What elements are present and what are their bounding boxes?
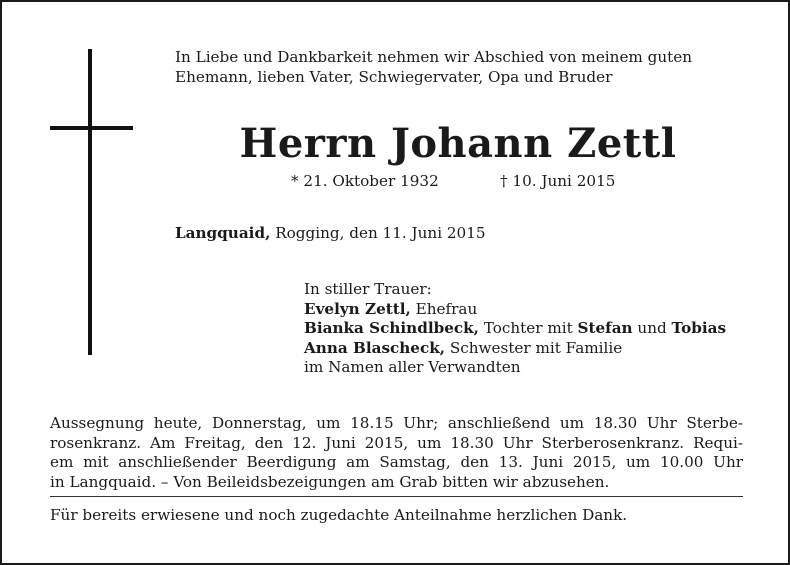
mourner-1-name: Evelyn Zettl, [304,299,411,318]
deceased-name: Herrn Johann Zettl [239,120,677,167]
mourner-1-relation: Ehefrau [410,299,478,318]
intro-line-1: In Liebe und Dankbarkeit nehmen wir Abschied von meinem guten [175,48,693,66]
intro-line-2: Ehemann, lieben Vater, Schwiegervater, Opa und Bruder [175,68,613,86]
service-line-4: in Langquaid. – Von Beileidsbezeigungen am Grab bitten wir abzusehen. [50,472,610,491]
mourner-3 [304,339,764,359]
cross-icon-bar [50,126,133,130]
divider [50,496,743,497]
mourner-2-name-2: Stefan [577,319,633,337]
mourner-2-relation: Tochter mit [478,319,578,337]
service-line-3: em mit anschließender Beerdigung am Samstag, den 13. Juni 2015, um 10.00 Uhr [50,453,743,471]
service-line-1: Aussegnung heute, Donnerstag, um 18.15 Uhr; anschließend um 18.30 Uhr Sterbe- [50,414,743,432]
mourner-1 [304,300,764,320]
mourner-3-relation: Schwester mit Familie [445,338,623,357]
birth-date: * 21. Oktober 1932 [291,172,439,190]
mourner-2-name: Bianka Schindlbeck, [304,319,479,337]
intro-text [175,47,765,87]
place-town: Langquaid, [175,224,271,242]
mourner-2 [304,319,764,339]
mourners-block [304,280,764,378]
cross-icon [88,49,92,355]
mourners-footer: im Namen aller Verwandten [304,358,521,376]
mourner-2-name-3: Tobias [671,319,727,337]
thanks-text: Für bereits erwiesene und noch zugedachte Anteilnahme herzlichen Dank. [50,506,628,524]
place-rest: Rogging, den 11. Juni 2015 [270,224,486,242]
service-line-2: rosenkranz. Am Freitag, den 12. Juni 2015, um 18.30 Uhr Sterberosenkranz. Requi- [50,433,743,452]
service-details [50,414,743,492]
mourner-3-name: Anna Blascheck, [304,338,446,357]
death-date: † 10. Juni 2015 [500,172,616,190]
mourner-2-and: und [632,319,672,337]
mourners-heading: In stiller Trauer: [304,280,432,298]
place-date-line [175,223,486,243]
